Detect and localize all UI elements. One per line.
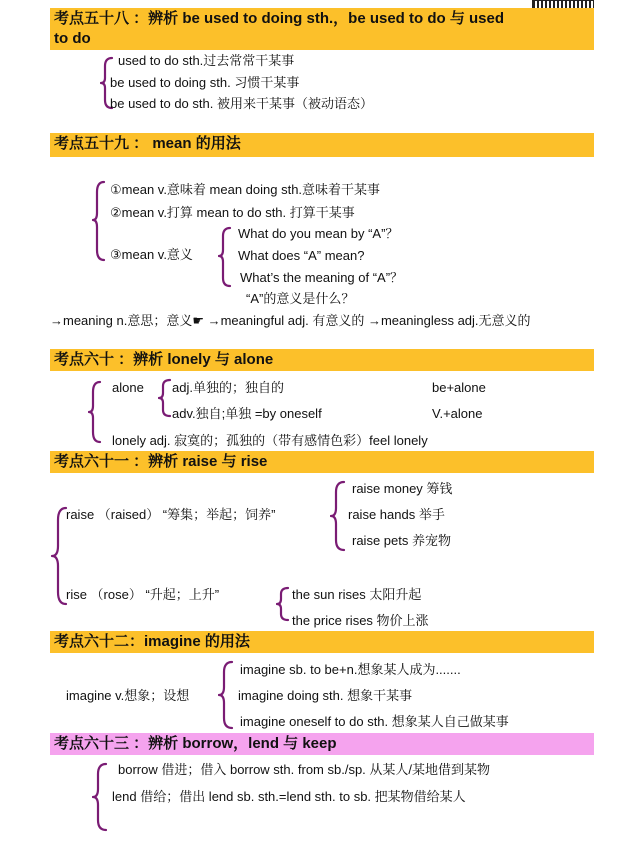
s61-raise-brace-icon (330, 480, 346, 552)
s59-question-4: “A”的意义是什么？ (246, 291, 355, 306)
section-58-title-line1: 考点五十八 ：辨析 be used to doing sth.，be used to do 与 used (54, 10, 505, 27)
section-60-brace-icon (88, 380, 102, 444)
s61-raise-money: raise money 筹钱 (352, 481, 453, 496)
s61-raise-pets: raise pets 养宠物 (352, 533, 451, 548)
section-60-header (50, 349, 594, 371)
s61-rise: rise （rose） “升起；上升” (66, 587, 220, 602)
section-59-brace-icon (92, 180, 106, 262)
s60-lonely: lonely adj. 寂寞的；孤独的（带有感情色彩）feel lonely (112, 433, 428, 448)
s59-mean-2: ②mean v.打算 mean to do sth. 打算干某事 (110, 205, 355, 220)
s60-v-alone: V.+alone (432, 406, 483, 421)
s62-main: imagine v.想象；设想 (66, 688, 190, 703)
section-60-title: 考点六十 ：辨析 lonely 与 alone (54, 351, 274, 368)
s59-question-1: What do you mean by “A”？ (238, 226, 399, 241)
section-59-header (50, 133, 594, 157)
section-58-title-line2: to do (54, 30, 91, 47)
section-58-header (50, 8, 594, 50)
s61-raise: raise （raised） “筹集；举起；饲养” (66, 507, 276, 522)
s58-item-1: used to do sth.过去常常干某事 (118, 53, 295, 68)
section-63-header (50, 733, 594, 755)
section-63-title: 考点六十三 ：辨析 borrow，lend 与 keep (54, 735, 337, 752)
s59-mean-3: ③mean v.意义 (110, 247, 193, 262)
s62-item-2: imagine doing sth. 想象干某事 (238, 688, 413, 703)
s60-be-alone: be+alone (432, 380, 486, 395)
s59-mean-1: ①mean v.意味着 mean doing sth.意味着干某事 (110, 182, 381, 197)
section-61-header (50, 451, 594, 473)
section-62-title: 考点六十二：imagine 的用法 (54, 633, 250, 650)
section-62-brace-icon (218, 660, 234, 730)
section-62-header (50, 631, 594, 653)
s61-sun-rises: the sun rises 太阳升起 (292, 587, 422, 602)
section-61-title: 考点六十一 ：辨析 raise 与 rise (54, 453, 268, 470)
s59-bottom-line: →meaning n.意思；意义☛ →meaningful adj. 有意义的 →meaningless adj.无意义的 (50, 313, 531, 328)
s58-item-2: be used to doing sth. 习惯干某事 (110, 75, 300, 90)
s60-adv: adv.独自;单独 =by oneself (172, 406, 322, 421)
s58-item-3: be used to do sth. 被用来干某事（被动语态） (110, 96, 373, 111)
s59-sub-brace-icon (218, 226, 232, 288)
section-59-title: 考点五十九 ： mean 的用法 (54, 135, 241, 152)
s61-rise-brace-icon (276, 586, 290, 622)
s61-price-rises: the price rises 物价上涨 (292, 613, 429, 628)
s62-item-1: imagine sb. to be+n.想象某人成为....... (240, 662, 461, 677)
s60-adj: adj.单独的；独自的 (172, 380, 284, 395)
s59-question-2: What does “A” mean? (238, 248, 365, 263)
s60-sub-brace-icon (158, 378, 172, 418)
s61-raise-hands: raise hands 举手 (348, 507, 445, 522)
s59-question-3: What’s the meaning of “A”？ (240, 270, 404, 285)
s63-borrow: borrow 借进；借入 borrow sth. from sb./sp. 从某人/某地借到某物 (118, 762, 491, 777)
s63-lend: lend 借给；借出 lend sb. sth.=lend sth. to sb. 把某物借给某人 (112, 789, 466, 804)
s60-alone: alone (112, 380, 144, 395)
section-63-brace-icon (92, 762, 108, 832)
s62-item-3: imagine oneself to do sth. 想象某人自己做某事 (240, 714, 509, 729)
